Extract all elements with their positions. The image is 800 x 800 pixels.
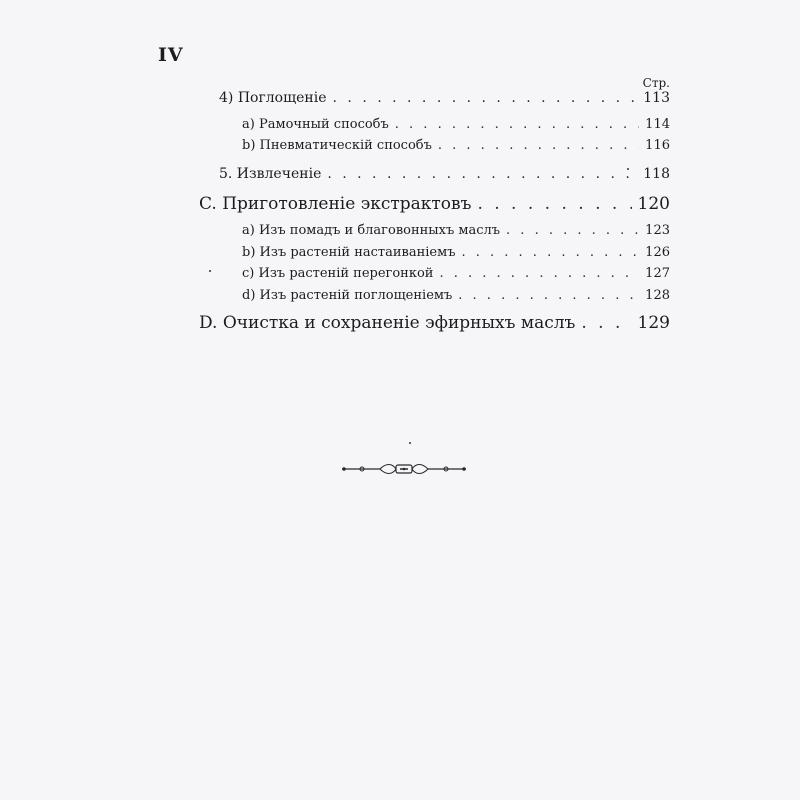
toc-entry-title: 4) Поглощеніе: [219, 90, 327, 106]
toc-entry: [242, 288, 670, 303]
dot-leader: [581, 313, 631, 333]
toc-entry-title: D. Очистка и сохраненіе эфирныхъ маслъ: [199, 313, 576, 333]
toc-entry-title: b) Пневматическій способъ: [242, 138, 432, 153]
toc-entry-title: a) Изъ помадъ и благовонныхъ маслъ: [242, 223, 501, 238]
dot-leader: [506, 223, 639, 238]
dot-leader: [477, 194, 631, 214]
toc-entry-page: 123: [645, 223, 670, 238]
toc-entry-page: 129: [637, 313, 670, 333]
toc-entry-page: 118: [643, 166, 670, 182]
toc-entry-page: 116: [645, 138, 670, 153]
dot-leader: [439, 266, 639, 281]
dot-leader: [333, 90, 638, 106]
toc-entry-page: 113: [643, 90, 670, 106]
page-column-label: Стр.: [642, 76, 670, 90]
toc-entry-title: a) Рамочный способъ: [242, 117, 389, 132]
toc-entry-page: 127: [645, 266, 670, 281]
toc-entry-title: 5. Извлеченіе: [219, 166, 322, 182]
dot-leader: [395, 117, 639, 132]
dot-leader: [438, 138, 639, 153]
toc-entry-page: 120: [637, 194, 670, 214]
scan-speck: [209, 270, 211, 272]
dot-leader: [327, 166, 637, 182]
toc-entry: [219, 166, 670, 182]
toc-entry-title: C. Приготовленіе экстрактовъ: [199, 194, 472, 214]
toc-entry: [242, 138, 670, 153]
toc-entry: [242, 245, 670, 260]
toc-entry: [219, 90, 670, 106]
dot-leader: [461, 245, 639, 260]
toc-entry-page: 126: [645, 245, 670, 260]
toc-entry-title: b) Изъ растеній настаиваніемъ: [242, 245, 456, 260]
toc-entry-title: c) Изъ растеній перегонкой: [242, 266, 434, 281]
toc-entry: [242, 117, 670, 132]
toc-entry: [199, 313, 670, 333]
dot-leader: [458, 288, 639, 303]
scan-speck: [627, 168, 629, 170]
toc-entry-title: d) Изъ растеній поглощеніемъ: [242, 288, 453, 303]
decorative-flourish-icon: [340, 461, 468, 477]
scan-speck: [409, 442, 411, 444]
toc-entry-page: 128: [645, 288, 670, 303]
toc-entry: [242, 266, 670, 281]
toc-entry: [242, 223, 670, 238]
page-number: IV: [158, 44, 184, 66]
toc-entry-page: 114: [645, 117, 670, 132]
toc-entry: [199, 194, 670, 214]
